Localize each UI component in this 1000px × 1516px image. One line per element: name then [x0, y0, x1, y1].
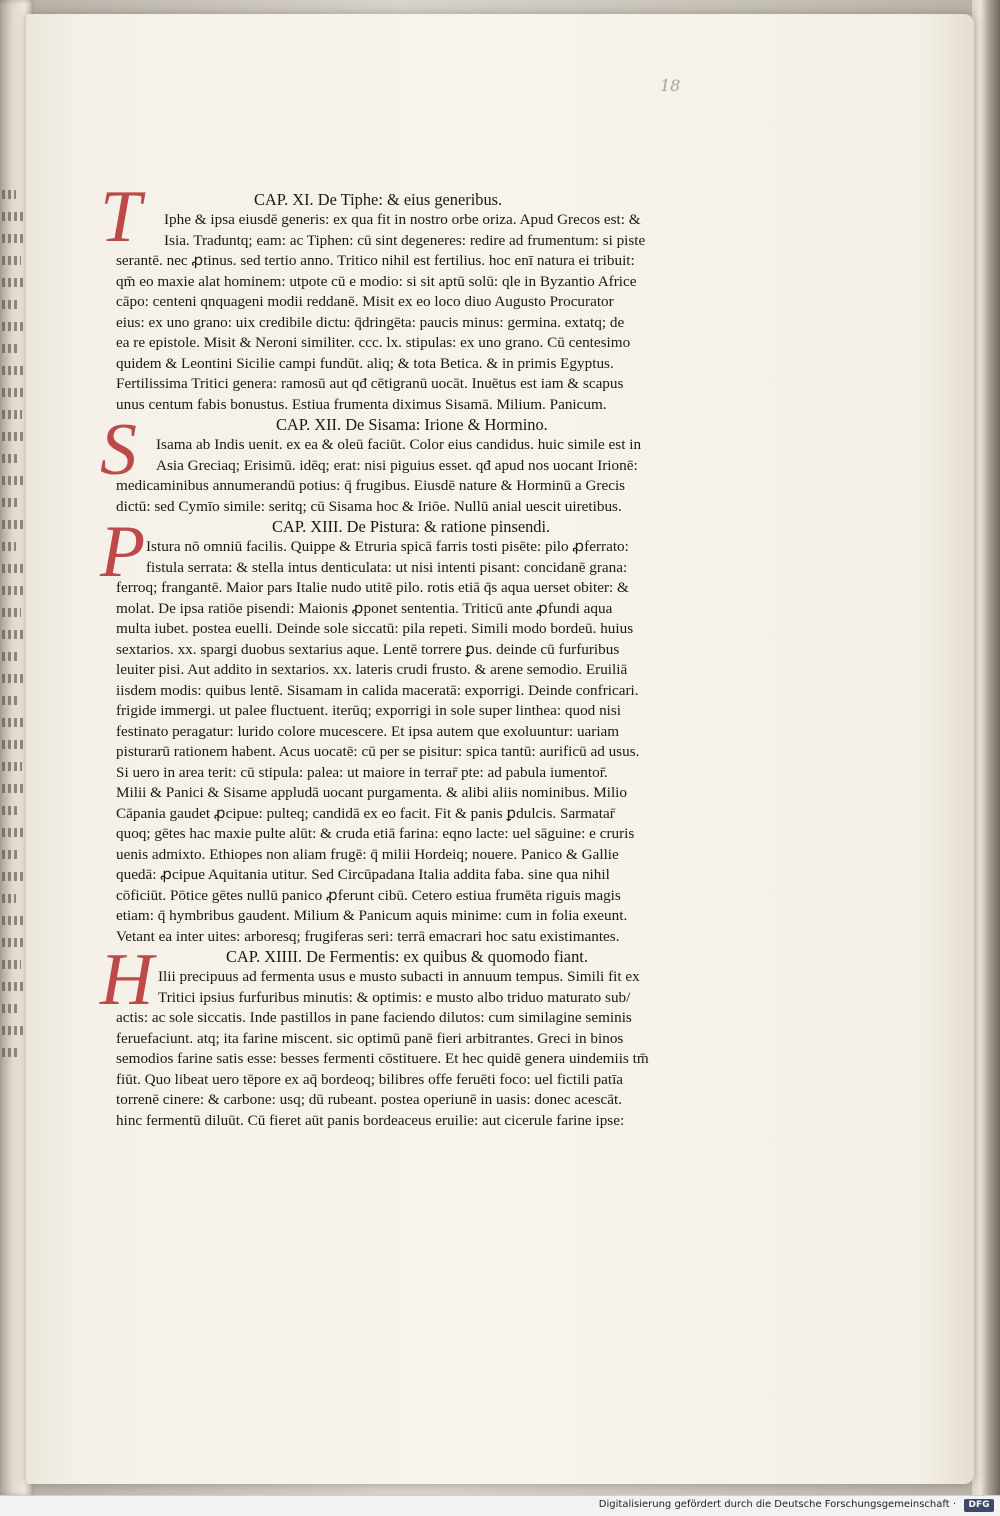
text-line: Vetant ea inter uites: arboresq; frugiferas seri: terrā emacrari hoc satu existimantes.	[116, 927, 620, 945]
text-line: serantē. nec ꝓtinus. sed tertio anno. Tritico nihil est fertilius. hoc enī natura ei tribuit:	[116, 252, 635, 269]
facing-text-fragment	[2, 696, 17, 705]
facing-text-fragment	[2, 190, 16, 199]
text-line: Tritici ipsius furfuribus minutis: & optimis: e musto albo triduo maturato sub/	[158, 988, 631, 1006]
facing-text-fragment	[2, 674, 26, 683]
text-line: Isama ab Indis uenit. ex ea & oleū faciūt. Color eius candidus. huic simile est in	[156, 436, 642, 453]
facing-text-fragment	[2, 498, 18, 507]
facing-text-fragment	[2, 850, 18, 859]
text-line: Ilii precipuus ad fermenta usus e musto subacti in annuum tempus. Simili fit ex	[158, 968, 640, 985]
facing-text-fragment	[2, 982, 28, 991]
text-line: molat. De ipsa ratiōe pisendi: Maionis ꝓponet sententia. Triticū ante ꝓfundi aqua	[116, 599, 613, 617]
facing-text-fragment	[2, 322, 26, 331]
facing-text-fragment	[2, 542, 16, 551]
text-line: medicaminibus annumerandū potius: q̄ frugibus. Eiusdē nature & Horminū a Grecis	[116, 477, 626, 494]
folio-number: 18	[660, 76, 681, 95]
dfg-logo: DFG	[964, 1499, 994, 1512]
facing-text-fragment	[2, 410, 22, 419]
text-line: torrenē cinere: & carbone: usq; dū rubeant. postea operiunē in uasis: donec acescāt.	[116, 1091, 623, 1108]
text-line: quidem & Leontini Sicilie campi fundūt. aliq; & tota Betica. & in primis Egyptus.	[116, 354, 614, 372]
text-line: Cāpania gaudet ꝓcipue: pulteq; candidā ex eo facit. Fit & panis ꝑdulcis. Sarmatar̄	[116, 804, 615, 822]
facing-text-fragment	[2, 454, 20, 463]
text-line: fistula serrata: & stella intus denticulata: ut nisi intenti pisant: concidanē grana:	[146, 558, 628, 576]
text-line: unus centum fabis bonustus. Estiua frumenta diximus Sisamā. Milium. Panicum.	[116, 395, 607, 413]
facing-text-fragment	[2, 344, 17, 353]
facing-text-fragment	[2, 828, 27, 837]
funding-credit: Digitalisierung gefördert durch die Deutsche Forschungsgemeinschaft ·	[598, 1499, 956, 1510]
facing-text-fragment	[2, 894, 16, 903]
chapter-14	[100, 939, 756, 1131]
page-stack-edge	[972, 0, 1000, 1496]
facing-text-fragment	[2, 432, 29, 441]
text-line: Istura nō omniū facilis. Quippe & Etruria spicā farris tosti pisēte: pilo ꝓferrato:	[146, 538, 629, 555]
rubricated-initial: T	[100, 176, 142, 258]
text-line: etiam: q̄ hymbribus gaudent. Milium & Panicum aquis minime: cum in folia exeunt.	[116, 907, 628, 924]
facing-text-fragment	[2, 718, 24, 727]
text-line: semodios farine satis esse: besses fermenti cōstituere. Et hec quidē genera uindemiis tm̄	[116, 1050, 649, 1067]
text-line: actis: ac sole siccatis. Inde pastillos in pane faciendo dilutos: cum similagine seminis	[116, 1009, 632, 1026]
facing-text-fragment	[2, 608, 21, 617]
facing-text-fragment	[2, 212, 23, 221]
rubricated-initial: S	[100, 409, 137, 491]
text-line: Milii & Panici & Sisame appludā uocant purgamenta. & alibi aliis nominibus. Milio	[116, 784, 627, 801]
facing-text-fragment	[2, 762, 22, 771]
book-page	[26, 14, 974, 1484]
text-line: uenis admixto. Ethiopes non aliam frugē: q̄ milii Hordeiq; nouere. Panico & Gallie	[116, 845, 619, 863]
chapter-11	[100, 176, 756, 415]
facing-text-fragment	[2, 960, 21, 969]
facing-text-fragment	[2, 366, 24, 375]
facing-text-fragment	[2, 564, 23, 573]
facing-text-fragment	[2, 652, 19, 661]
text-line: qm̄ eo maxie alat hominem: utpote cū e modio: si sit aptū solū: qle in Byzantio Africe	[116, 272, 637, 290]
facing-text-fragment	[2, 630, 28, 639]
facing-text-fragment	[2, 1026, 26, 1035]
chapter-heading: CAP. XIIII. De Fermentis: ex quibus & quomodo fiant.	[226, 947, 588, 966]
facing-text-fragment	[2, 476, 27, 485]
facing-text-fragment	[2, 872, 25, 881]
chapter-heading: CAP. XI. De Tiphe: & eius generibus.	[254, 190, 503, 209]
chapter-12	[100, 409, 756, 517]
text-line: quedā: ꝓcipue Aquitania utitur. Sed Circūpadana Italia addita faba. sine qua nihil	[116, 866, 610, 883]
text-line: Iphe & ipsa eiusdē generis: ex qua fit in nostro orbe oriza. Apud Grecos est: &	[164, 211, 641, 228]
text-line: frigide immergi. ut palee fluctuent. iterūq; exporrigi in sole super linthea: quod nisi	[116, 702, 622, 719]
text-line: ferroq; frangantē. Maior pars Italie nudo utitē pilo. rotis etiā q̄s aqua uerset obiter: &	[116, 579, 629, 596]
text-line: iisdem modis: quibus lentē. Sisamam in calida maceratā: exporrigi. Deinde confricari.	[116, 681, 639, 699]
text-line: Isia. Traduntq; eam: ac Tiphen: cū sint degeneres: redire ad frumentum: si piste	[164, 231, 646, 249]
text-line: cōficiūt. Pōtice gētes nullū panico ꝓferunt cibū. Cetero estiua frumēta riguis magis	[116, 886, 621, 904]
text-line: Asia Greciaq; Erisimū. idēq; erat: nisi piguius esset. qđ apud nos uocant Irionē:	[156, 456, 638, 474]
facing-text-fragment	[2, 806, 20, 815]
facing-text-fragment	[2, 784, 29, 793]
facing-text-fragment	[2, 520, 25, 529]
text-line: pisturarū rationem habent. Acus uocatē: cū per se pisitur: spica tantū: aurificū ad usus.	[116, 743, 640, 760]
text-line: Fertilissima Tritici genera: ramosū aut qđ cētigranū uocāt. Inuētus est iam & scapus	[116, 375, 624, 392]
text-line: fiūt. Quo libeat uero tēpore ex aq̄ bordeoq; bilibres offe feruēti foco: uel fictili patīa	[116, 1070, 624, 1088]
facing-text-fragment	[2, 256, 21, 265]
text-line: ea re epistole. Misit & Neroni similiter. ccc. lx. stipulas: ex uno grano. Cū centesimo	[116, 334, 631, 351]
facing-text-fragment	[2, 916, 23, 925]
facing-text-fragment	[2, 300, 19, 309]
text-line: hinc fermentū diluūt. Cū fieret aūt panis bordeaceus eruilie: aut cicerule farine ipse:	[116, 1111, 625, 1129]
text-line: leuiter pisi. Aut addito in sextarios. xx. lateris crudi frusto. & arene semodio. Eruiliā	[116, 661, 628, 678]
text-line: feruefaciunt. atq; ita farine miscent. sic optimū panē fieri arbitrantes. Greci in binos	[116, 1029, 624, 1047]
text-line: festinato peragatur: lurido colore mucescere. Et ipsa autem que exoluuntur: uariam	[116, 722, 620, 740]
chapter-heading: CAP. XIII. De Pistura: & ratione pinsendi.	[272, 517, 551, 536]
chapter-heading: CAP. XII. De Sisama: Irione & Hormino.	[276, 415, 548, 434]
text-line: quoq; gētes hac maxie pulte alūt: & cruda etiā farina: eqno lacte: uel sāguine: e cruris	[116, 825, 635, 842]
text-line: multa iubet. postea euelli. Deinde sole siccatū: pila repeti. Simili modo bordeū. huius	[116, 620, 634, 637]
text-line: eius: ex uno grano: uix credibile dictu: q̄dringēta: paucis minus: germina. extatq; de	[116, 313, 625, 331]
text-line: cāpo: centeni qnquageni modii reddanē. Misit ex eo loco diuo Augusto Procurator	[116, 293, 614, 310]
footer-bar	[0, 1495, 1000, 1516]
rubricated-initial: P	[100, 511, 146, 593]
facing-text-fragment	[2, 1048, 17, 1057]
facing-text-fragment	[2, 278, 28, 287]
text-line: Si uero in area terit: cū stipula: palea: ut maiore in terrar̄ pte: ad pabula iumentor̄.	[116, 763, 608, 781]
rubricated-initial: H	[100, 939, 154, 1021]
facing-text-fragment	[2, 1004, 19, 1013]
text-block	[100, 176, 756, 1131]
text-line: sextarios. xx. spargi duobus sextarius aque. Lentē torrere ꝑus. deinde cū furfuribus	[116, 640, 620, 658]
chapter-13	[100, 511, 756, 947]
text-line: dictū: sed Cymīo simile: seritq; cū Sisama hoc & Iriōe. Nullū anial uescit uiretibus.	[116, 497, 622, 515]
